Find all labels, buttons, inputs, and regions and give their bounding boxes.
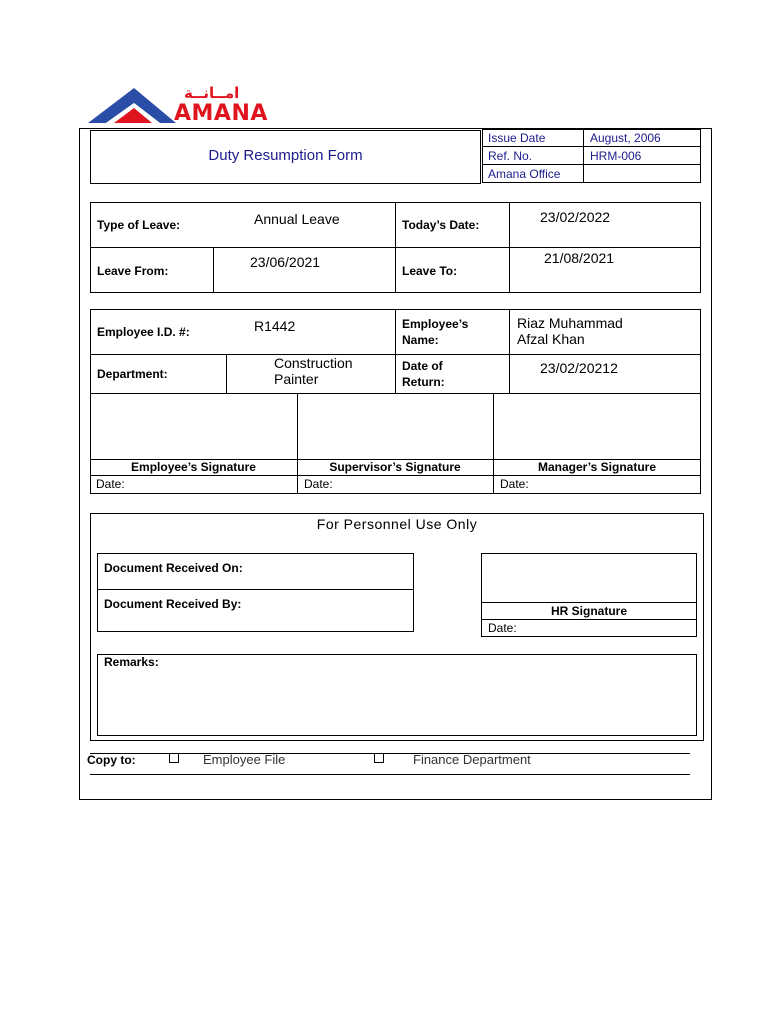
leave-to-label: Leave To: <box>402 264 458 278</box>
employee-name-value-line2: Afzal Khan <box>517 331 585 347</box>
department-value-line1: Construction <box>274 355 353 371</box>
employee-name-value-line1: Riaz Muhammad <box>517 315 623 331</box>
employee-id-label: Employee I.D. #: <box>97 325 190 339</box>
document-received-by-label: Document Received By: <box>104 597 242 611</box>
employee-name-label-line1: Employee’s <box>402 317 469 331</box>
logo-arabic-text: امــانــة <box>184 84 240 102</box>
amana-logo <box>88 86 310 126</box>
document-received-by-field[interactable] <box>270 591 412 630</box>
date-of-return-label-line2: Return: <box>402 375 445 389</box>
office-label: Amana Office <box>488 167 561 181</box>
personnel-section-title: For Personnel Use Only <box>316 516 478 532</box>
date-of-return-value: 23/02/20212 <box>540 360 618 376</box>
form-title: Duty Resumption Form <box>208 147 363 164</box>
ref-no-label: Ref. No. <box>488 149 533 163</box>
remarks-label: Remarks: <box>104 655 159 669</box>
finance-department-option-label: Finance Department <box>413 752 531 767</box>
finance-department-checkbox[interactable] <box>374 753 384 763</box>
issue-date-label: Issue Date <box>488 131 546 145</box>
employee-file-option-label: Employee File <box>203 752 286 767</box>
employee-file-checkbox[interactable] <box>169 753 179 763</box>
supervisor-signature-box[interactable] <box>298 394 493 459</box>
ref-no-value: HRM-006 <box>590 149 642 163</box>
department-label: Department: <box>97 367 168 381</box>
employee-signature-label: Employee’s Signature <box>131 460 256 474</box>
date-of-return-label-line1: Date of <box>402 359 443 373</box>
employee-signature-date-label: Date: <box>96 477 125 491</box>
todays-date-label: Today’s Date: <box>402 218 480 232</box>
employee-id-value: R1442 <box>254 318 296 334</box>
manager-signature-date-label: Date: <box>500 477 529 491</box>
manager-signature-box[interactable] <box>494 394 700 459</box>
leave-from-value: 23/06/2021 <box>250 254 321 270</box>
supervisor-signature-date-label: Date: <box>304 477 333 491</box>
leave-from-label: Leave From: <box>97 264 169 278</box>
copy-to-label: Copy to: <box>87 753 136 767</box>
remarks-box[interactable] <box>97 654 697 736</box>
todays-date-value: 23/02/2022 <box>540 209 611 225</box>
employee-name-label-line2: Name: <box>402 333 439 347</box>
logo-triangle-icon <box>88 86 178 124</box>
document-received-on-label: Document Received On: <box>104 561 243 575</box>
logo-wordmark: AMANA <box>174 101 268 126</box>
employee-signature-box[interactable] <box>91 394 297 459</box>
supervisor-signature-label: Supervisor’s Signature <box>329 460 461 474</box>
department-value-line2: Painter <box>274 371 319 387</box>
issue-date-value: August, 2006 <box>590 131 661 145</box>
type-of-leave-value: Annual Leave <box>254 211 340 227</box>
manager-signature-label: Manager’s Signature <box>537 460 657 474</box>
leave-to-value: 21/08/2021 <box>544 250 615 266</box>
hr-signature-date-label: Date: <box>488 621 517 635</box>
document-received-on-field[interactable] <box>270 555 412 588</box>
hr-signature-label: HR Signature <box>550 604 627 618</box>
type-of-leave-label: Type of Leave: <box>97 218 181 232</box>
